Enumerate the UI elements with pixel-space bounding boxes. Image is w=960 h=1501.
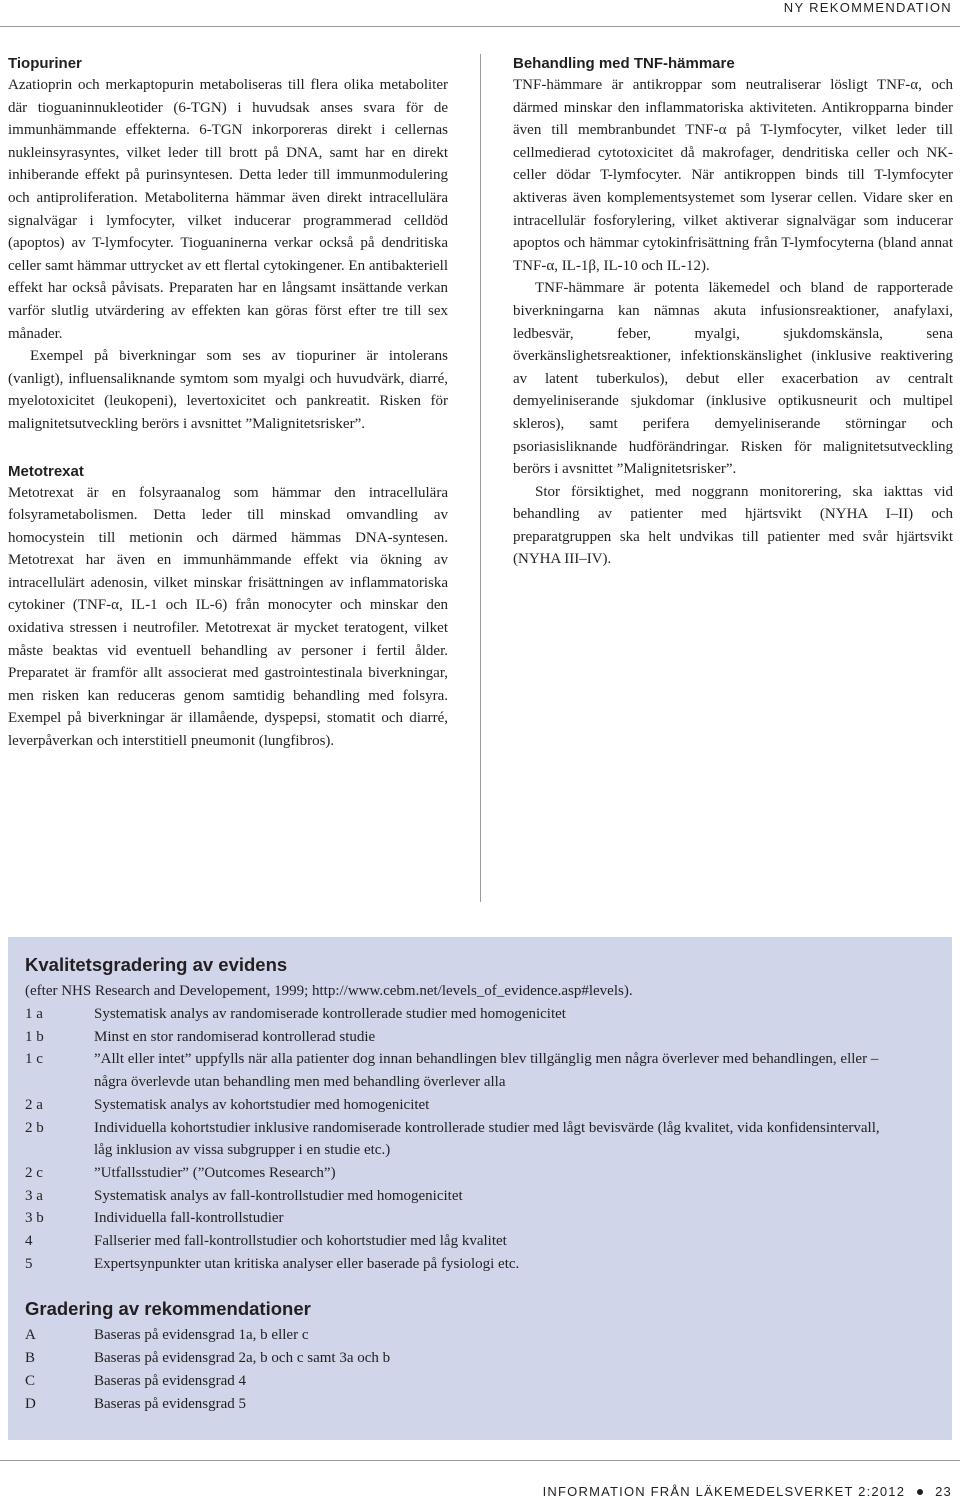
running-head: NY REKOMMENDATION	[783, 0, 952, 15]
grade-code: 2 a	[25, 1096, 43, 1113]
evidence-level-row	[25, 1207, 925, 1230]
grade-description: ”Utfallsstudier” (”Outcomes Research”)	[94, 1164, 336, 1181]
paragraph: TNF-hämmare är antikroppar som neutraliserar lösligt TNF-α, och därmed minskar den inflammatoriska aktiviteten. Antikropparna binder även till membranbundet TNF-α på T-lymfocyter, vilket leder till cellmedierad cytotoxicitet då makrofager, dendritiska celler och NK-celler dödar T-lymfocyter. När antikroppen binds till T-lymfocyter aktiveras även komplementsystemet som lyserar cellen. Vidare sker en intracellulär fosforylering, vilket aktiverar signalvägar som inducerar apoptos och hämmar cytokinfrisättning från T-lymfocyterna (bland annat TNF-α, IL-1β, IL-10 och IL-12).	[513, 77, 953, 274]
box-source-note: (efter NHS Research and Developement, 1999; http://www.cebm.net/levels_of_evidence.asp#levels).	[25, 983, 633, 999]
section-heading: Behandling med TNF-hämmare	[513, 55, 735, 72]
grade-code: 1 c	[25, 1051, 43, 1068]
recommendation-row	[25, 1347, 925, 1370]
paragraph: TNF-hämmare är potenta läkemedel och bland de rapporterade biverkningarna kan nämnas akuta infusionsreaktioner, anafylaxi, ledbesvär, feber, myalgi, sjukdomskänsla, sena överkänslighetsreaktioner, infektionskänslighet (inklusive reaktivering av latent tuberkulos), debut eller exacerbation av centralt demyeliniserande sjukdomar (inklusive optikusneurit och multipel skleros), samt perifera demyeliniserande störningar och psoriasisliknande hudförändringar. Risken för malignitetsutveckling berörs i avsnittet ”Malignitetsrisker”.	[513, 280, 953, 478]
publication-name: INFORMATION FRÅN LÄKEMEDELSVERKET 2:2012	[542, 1484, 906, 1499]
grade-code: 4	[25, 1233, 33, 1250]
section-heading: Tiopuriner	[8, 55, 82, 72]
evidence-level-row	[25, 1026, 925, 1049]
grade-code: 3 a	[25, 1187, 43, 1204]
grade-description: Systematisk analys av randomiserade kontrollerade studier med homogenicitet	[94, 1006, 566, 1022]
grade-description: ”Allt eller intet” uppfylls när alla patienter dog innan behandlingen blev tillgänglig men några överlever med behandlingen, eller – några överlevde utan behandling men med behandling överlever alla	[94, 1051, 879, 1091]
paragraph: Metotrexat är en folsyraanalog som hämmar den intracellulära folsyrametabolismen. Detta leder till minskad omvandling av homocystein till metionin och därmed hämmas DNA-syntesen. Metotrexat har även en immunhämmande effekt via ökning av intracellulärt adenosin, vilket minskar frisättningen av inflammatoriska cytokiner (TNF-α, IL-1 och IL-6) från monocyter och minskar den oxidativa stressen i neutrofiler. Metotrexat är mycket teratogent, vilket måste beaktas vid eventuell behandling av personer i fertil ålder. Preparatet är framför allt associerat med gastrointestinala biverkningar, men risken kan reduceras genom samtidig behandling med folsyra. Exempel på biverkningar är illamående, dyspepsi, stomatit och diarré, leverpåverkan och interstitiell pneumonit (lungfibros).	[8, 484, 448, 750]
evidence-level-row	[25, 1048, 925, 1093]
grade-description: Fallserier med fall-kontrollstudier och kohortstudier med låg kvalitet	[94, 1233, 507, 1250]
grade-description: Minst en stor randomiserad kontrollerad studie	[94, 1028, 376, 1045]
grade-code: B	[25, 1350, 36, 1367]
grade-description: Baseras på evidensgrad 1a, b eller c	[94, 1327, 309, 1344]
evidence-level-row	[25, 1230, 925, 1253]
grade-code: 5	[25, 1255, 33, 1272]
grade-code: A	[25, 1327, 36, 1344]
section-heading: Metotrexat	[8, 462, 84, 480]
grade-code: 2 b	[25, 1119, 44, 1136]
footer-divider	[0, 1460, 960, 1461]
grade-code: 1 a	[25, 1006, 43, 1022]
evidence-grading-box	[8, 937, 952, 1440]
grade-code: C	[25, 1372, 36, 1389]
evidence-level-list	[25, 1003, 925, 1275]
grade-description: Individuella fall-kontrollstudier	[94, 1210, 284, 1227]
grade-description: Systematisk analys av kohortstudier med homogenicitet	[94, 1096, 430, 1113]
page-number: 23	[935, 1484, 952, 1499]
box-title: Kvalitetsgradering av evidens	[25, 954, 288, 975]
section-tiopuriner	[8, 54, 448, 436]
grade-description: Baseras på evidensgrad 5	[94, 1395, 247, 1412]
grade-code: 2 c	[25, 1164, 43, 1181]
evidence-level-row	[25, 1094, 925, 1117]
bullet-separator-icon	[917, 1489, 923, 1495]
grade-code: D	[25, 1395, 36, 1412]
section-tnf-hammare	[513, 54, 953, 571]
recommendation-row	[25, 1324, 925, 1347]
grade-description: Individuella kohortstudier inklusive randomiserade kontrollerade studier med lågt bevisvärde (låg kvalitet, vida konfidensintervall, låg inklusion av vissa subgrupper i en studie etc.)	[94, 1119, 880, 1159]
header-divider	[0, 26, 960, 27]
paragraph: Azatioprin och merkaptopurin metaboliseras till flera olika metaboliter där tioguaninnukleotider (6-TGN) i huvudsak anses svara för de immunhämmande effekterna. 6-TGN inkorporeras direkt i cellernas nukleinsyrasyntes, vilket leder till brott på DNA, samt har en direkt inhiberande effekt på purinsyntesen. Detta leder till immunmodulering och antiproliferation. Metaboliterna hämmar även direkt intracellulära signalvägar i lymfocyter, vilket inducerar programmerad celldöd (apoptos) av T-lymfocyter. Tioguaninerna verkar också på dendritiska celler samt hämmar uttrycket av ett flertal cytokingener. En antibakteriell effekt har också påvisats. Preparaten har en långsamt insättande verkan varför slutlig utvärdering av effekten kan göras först efter tre till sex månader.	[8, 77, 448, 342]
evidence-level-row	[25, 1162, 925, 1185]
column-divider	[480, 54, 481, 902]
recommendations-title: Gradering av rekommendationer	[25, 1298, 311, 1320]
recommendation-list	[25, 1324, 925, 1415]
page-footer	[543, 1484, 952, 1499]
evidence-level-row	[25, 1253, 925, 1276]
grade-description: Baseras på evidensgrad 4	[94, 1372, 247, 1389]
evidence-level-row	[25, 1117, 925, 1162]
grade-description: Baseras på evidensgrad 2a, b och c samt 3a och b	[94, 1350, 391, 1367]
recommendation-row	[25, 1370, 925, 1393]
recommendation-row	[25, 1393, 925, 1416]
grade-code: 1 b	[25, 1028, 44, 1045]
grade-description: Systematisk analys av fall-kontrollstudier med homogenicitet	[94, 1187, 463, 1204]
left-column	[8, 54, 448, 779]
grade-description: Expertsynpunkter utan kritiska analyser eller baserade på fysiologi etc.	[94, 1255, 520, 1272]
paragraph: Exempel på biverkningar som ses av tiopuriner är intolerans (vanligt), influensaliknande symtom som myalgi och huvudvärk, diarré, myelotoxicitet (leukopeni), levertoxicitet och pankreatit. Risken för malignitetsutveckling berörs i avsnittet ”Malignitetsrisker”.	[8, 348, 448, 432]
grade-code: 3 b	[25, 1210, 44, 1227]
paragraph: Stor försiktighet, med noggrann monitorering, ska iakttas vid behandling av patienter med hjärtsvikt (NYHA I–II) och preparatgruppen ska helt undvikas till patienter med svår hjärtsvikt (NYHA III–IV).	[513, 483, 953, 568]
right-column	[513, 54, 953, 597]
section-metotrexat	[8, 462, 448, 753]
evidence-level-row	[25, 1185, 925, 1208]
evidence-level-row	[25, 1003, 925, 1026]
